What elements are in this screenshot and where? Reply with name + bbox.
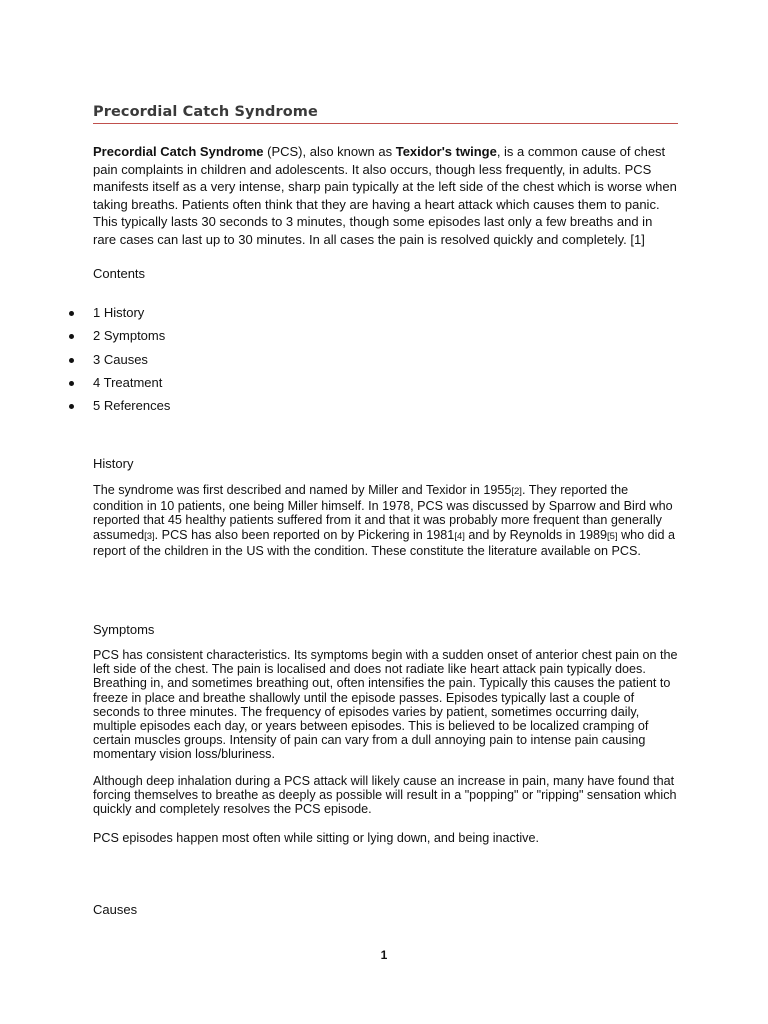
intro-term-texidor: Texidor's twinge xyxy=(395,144,497,159)
bullet-icon xyxy=(69,334,74,339)
symptoms-paragraph-2: Although deep inhalation during a PCS attack will likely cause an increase in pain, many have found that forcing themselves to breathe as deeply as possible will result in a "popping" or "ripping" sensation which quickly and completely resolves the PCS episode. xyxy=(93,774,677,817)
history-text-4: and by Reynolds in 1989 xyxy=(464,527,608,542)
contents-item-label: 3 Causes xyxy=(93,351,148,367)
history-text-3: . PCS has also been reported on by Pickering in 1981 xyxy=(154,527,455,542)
symptoms-heading: Symptoms xyxy=(93,622,155,637)
reference-link[interactable]: [2] xyxy=(511,486,522,497)
intro-text-2: , is a common cause of chest pain complaints in children and adolescents. It also occurs, though less frequently, in adults. PCS manifests itself as a very intense, sharp pain typically at the left side of the chest which is worse when taking breaths. Patients often think that they are having a heart attack which causes them to panic. This typically lasts 30 seconds to 3 minutes, though some episodes last only a few breaths and in rare cases can last up to 30 minutes. In all cases the pain is resolved quickly and completely. [1] xyxy=(93,144,677,247)
intro-text-1: (PCS), also known as xyxy=(263,144,396,159)
history-text-5: who did a report of the children in the US with the condition. These constitute the literature available on PCS. xyxy=(93,527,675,558)
contents-item-label: 2 Symptoms xyxy=(93,328,166,344)
bullet-icon xyxy=(69,381,74,386)
symptoms-paragraph-1: PCS has consistent characteristics. Its symptoms begin with a sudden onset of anterior chest pain on the left side of the chest. The pain is localised and does not radiate like heart attack pain typically does. Breathing in, and sometimes breathing out, often intensifies the pain. Typically this causes the patient to freeze in place and breathe shallowly until the episode passes. Episodes typically last a couple of seconds to three minutes. The frequency of episodes varies by patient, sometimes occurring daily, multiple episodes each day, or years between episodes. This is believed to be localized cramping of certain muscles groups. Intensity of pain can vary from a dull annoying pain to intense pain causing momentary vision loss/bluriness. xyxy=(93,648,678,762)
reference-link[interactable]: [5] xyxy=(607,530,618,542)
contents-heading: Contents xyxy=(93,266,146,281)
bullet-icon xyxy=(69,404,74,409)
causes-heading: Causes xyxy=(93,902,138,917)
history-text-2: . They reported the condition in 10 patients, one being Miller himself. In 1978, PCS was discussed by Sparrow and Bird who reported that 45 healthy patients suffered from it and that it was probably more frequent than generally assumed xyxy=(93,483,673,542)
document-title: Precordial Catch Syndrome xyxy=(93,104,678,124)
contents-item-label: 4 Treatment xyxy=(93,374,163,390)
intro-term-pcs: Precordial Catch Syndrome xyxy=(93,144,264,159)
contents-item-label: 1 History xyxy=(93,305,145,320)
page-number: 1 xyxy=(380,948,388,962)
symptoms-paragraph-3: PCS episodes happen most often while sitting or lying down, and being inactive. xyxy=(93,831,539,845)
history-text-1: The syndrome was first described and named by Miller and Texidor in 1955 xyxy=(93,483,512,497)
history-paragraph xyxy=(93,483,678,558)
contents-item-label: 5 References xyxy=(93,398,171,414)
bullet-icon xyxy=(69,358,74,363)
reference-link[interactable]: [4] xyxy=(454,530,465,542)
bullet-icon xyxy=(69,311,74,316)
reference-link[interactable]: [3] xyxy=(144,530,155,542)
history-heading: History xyxy=(93,456,134,471)
intro-paragraph xyxy=(93,143,678,249)
